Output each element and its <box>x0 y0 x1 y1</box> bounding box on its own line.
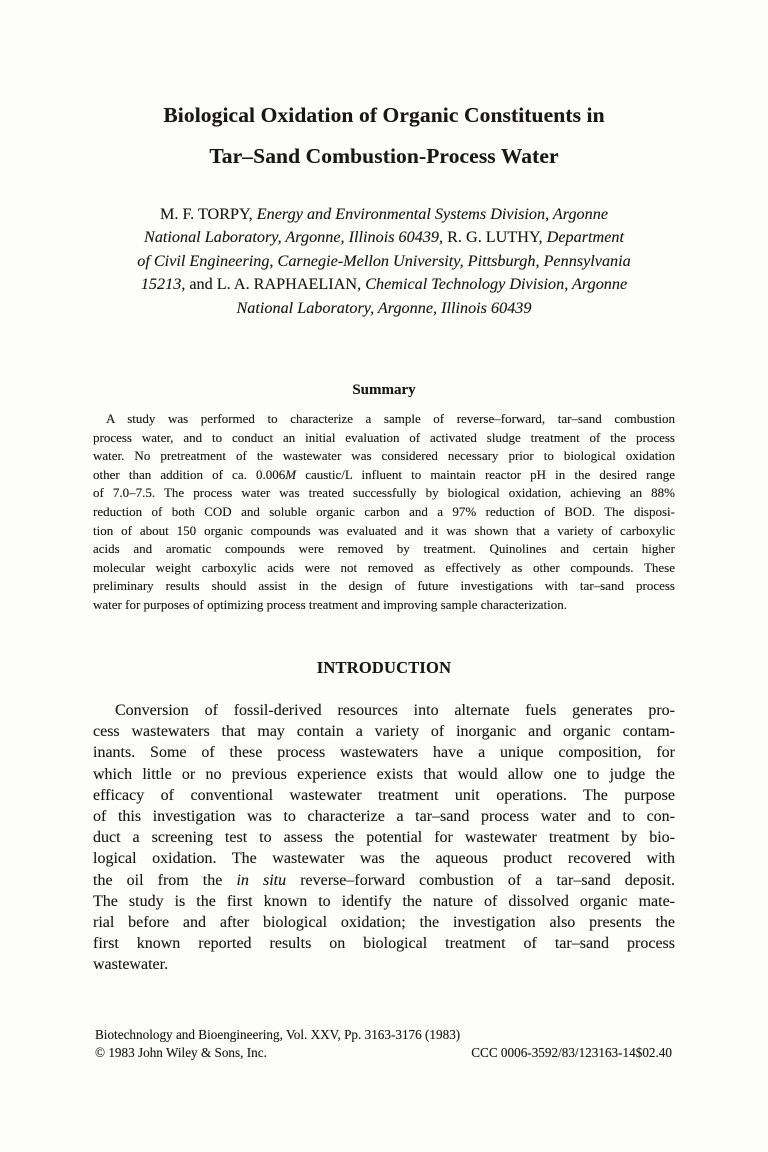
article-title <box>93 95 675 177</box>
text-segment: and L. A. RAPHAELIAN, <box>185 275 366 294</box>
text-line <box>93 447 675 466</box>
text-line <box>93 764 675 785</box>
text-line <box>93 785 675 806</box>
text-segment: Biological Oxidation of Organic Constituents in <box>163 103 605 127</box>
footer <box>95 1026 672 1061</box>
text-line <box>93 484 675 503</box>
text-segment: the oil from the <box>93 871 237 889</box>
text-line <box>93 250 675 273</box>
text-line <box>93 912 675 933</box>
text-line <box>93 870 675 891</box>
text-line <box>93 297 675 320</box>
text-line <box>93 540 675 559</box>
text-segment: first known reported results on biological treatment of tar–sand process <box>93 935 675 953</box>
ccc-code: CCC 0006-3592/83/123163-14$02.40 <box>471 1044 672 1060</box>
text-segment: acids and aromatic compounds were removed by treatment. Quinolines and certain higher <box>93 541 675 557</box>
text-segment: M. F. TORPY, <box>159 205 257 223</box>
text-segment: wastewater. <box>93 956 169 974</box>
text-segment: cess wastewaters that may contain a variety of inorganic and organic contam- <box>93 723 675 741</box>
text-segment: molecular weight carboxylic acids were not removed as effectively as other compounds. These <box>93 559 675 575</box>
text-segment: 15213, <box>140 275 186 294</box>
text-segment: in situ <box>236 871 287 889</box>
text-segment: tion of about 150 organic compounds was evaluated and it was shown that a variety of carboxylic <box>93 522 675 538</box>
text-line <box>93 95 675 136</box>
text-segment: duct a screening test to assess the potential for wastewater treatment by bio- <box>93 829 675 847</box>
text-line <box>93 806 675 827</box>
text-line <box>93 522 675 541</box>
text-line <box>93 136 675 177</box>
text-line <box>93 559 675 578</box>
text-segment: preliminary results should assist in the design of future investigations with tar–sand process <box>93 578 675 594</box>
summary-heading: Summary <box>352 382 416 398</box>
text-segment: Chemical Technology Division, Argonne <box>365 275 628 294</box>
author-affiliation-block <box>93 203 675 320</box>
text-segment: efficacy of conventional wastewater treatment unit operations. The purpose <box>93 786 675 804</box>
text-segment: caustic/L influent to maintain reactor pH in the desired range <box>296 466 675 482</box>
text-segment: rial before and after biological oxidation; the investigation also presents the <box>93 914 675 932</box>
text-line <box>93 848 675 869</box>
text-segment: Energy and Environmental Systems Division, Argonne <box>256 205 609 223</box>
text-segment: A study was performed to characterize a sample of reverse–forward, tar–sand combustion <box>106 411 675 426</box>
text-segment: of Civil Engineering, Carnegie-Mellon University, Pittsburgh, Pennsylvania <box>137 251 631 270</box>
footer-copyright-row <box>95 1044 672 1062</box>
text-segment: National Laboratory, Argonne, Illinois 60439, <box>144 228 444 247</box>
text-line <box>93 721 675 742</box>
text-segment: National Laboratory, Argonne, Illinois 60439 <box>236 298 532 317</box>
journal-citation: Biotechnology and Bioengineering, Vol. XXV, Pp. 3163-3176 (1983) <box>95 1027 461 1042</box>
text-segment: of 7.0–7.5. The process water was treated successfully by biological oxidation, achieving an 88% <box>93 485 675 501</box>
text-line <box>93 503 675 522</box>
text-line <box>93 700 675 721</box>
text-segment: M <box>285 466 297 482</box>
introduction-text <box>93 700 675 976</box>
text-segment: Conversion of fossil-derived resources into alternate fuels generates pro- <box>115 702 675 719</box>
text-line <box>93 954 675 975</box>
text-segment: other than addition of ca. 0.006 <box>93 466 286 482</box>
text-line <box>93 410 675 429</box>
text-segment: process water, and to conduct an initial evaluation of activated sludge treatment of the process <box>93 429 675 445</box>
text-line <box>93 742 675 763</box>
introduction-heading: INTRODUCTION <box>316 658 452 677</box>
text-segment: reverse–forward combustion of a tar–sand deposit. <box>286 871 675 889</box>
text-line <box>93 466 675 485</box>
text-segment: reduction of both COD and soluble organic carbon and a 97% reduction of BOD. The disposi- <box>93 503 675 519</box>
text-segment: Department <box>546 228 624 247</box>
text-line <box>93 203 675 226</box>
summary-text <box>93 410 675 615</box>
text-segment: inants. Some of these process wastewaters have a unique composition, for <box>93 744 675 762</box>
text-line <box>93 891 675 912</box>
text-segment: Tar–Sand Combustion-Process Water <box>209 144 559 168</box>
text-segment: logical oxidation. The wastewater was the aqueous product recovered with <box>93 850 675 868</box>
text-line <box>93 273 675 296</box>
text-segment: which little or no previous experience exists that would allow one to judge the <box>93 765 675 783</box>
text-segment: of this investigation was to characterize a tar–sand process water and to con- <box>93 808 675 826</box>
text-line <box>93 577 675 596</box>
text-line <box>93 429 675 448</box>
text-segment: water for purposes of optimizing process treatment and improving sample characterization. <box>93 596 567 612</box>
text-segment: R. G. LUTHY, <box>443 228 547 247</box>
text-line <box>93 933 675 954</box>
text-line <box>93 596 675 615</box>
text-segment: The study is the first known to identify the nature of dissolved organic mate- <box>93 892 675 910</box>
text-line <box>93 226 675 249</box>
text-segment: water. No pretreatment of the wastewater was considered necessary prior to biological oxidation <box>93 448 675 464</box>
text-line <box>93 827 675 848</box>
copyright-notice: © 1983 John Wiley & Sons, Inc. <box>95 1044 267 1060</box>
